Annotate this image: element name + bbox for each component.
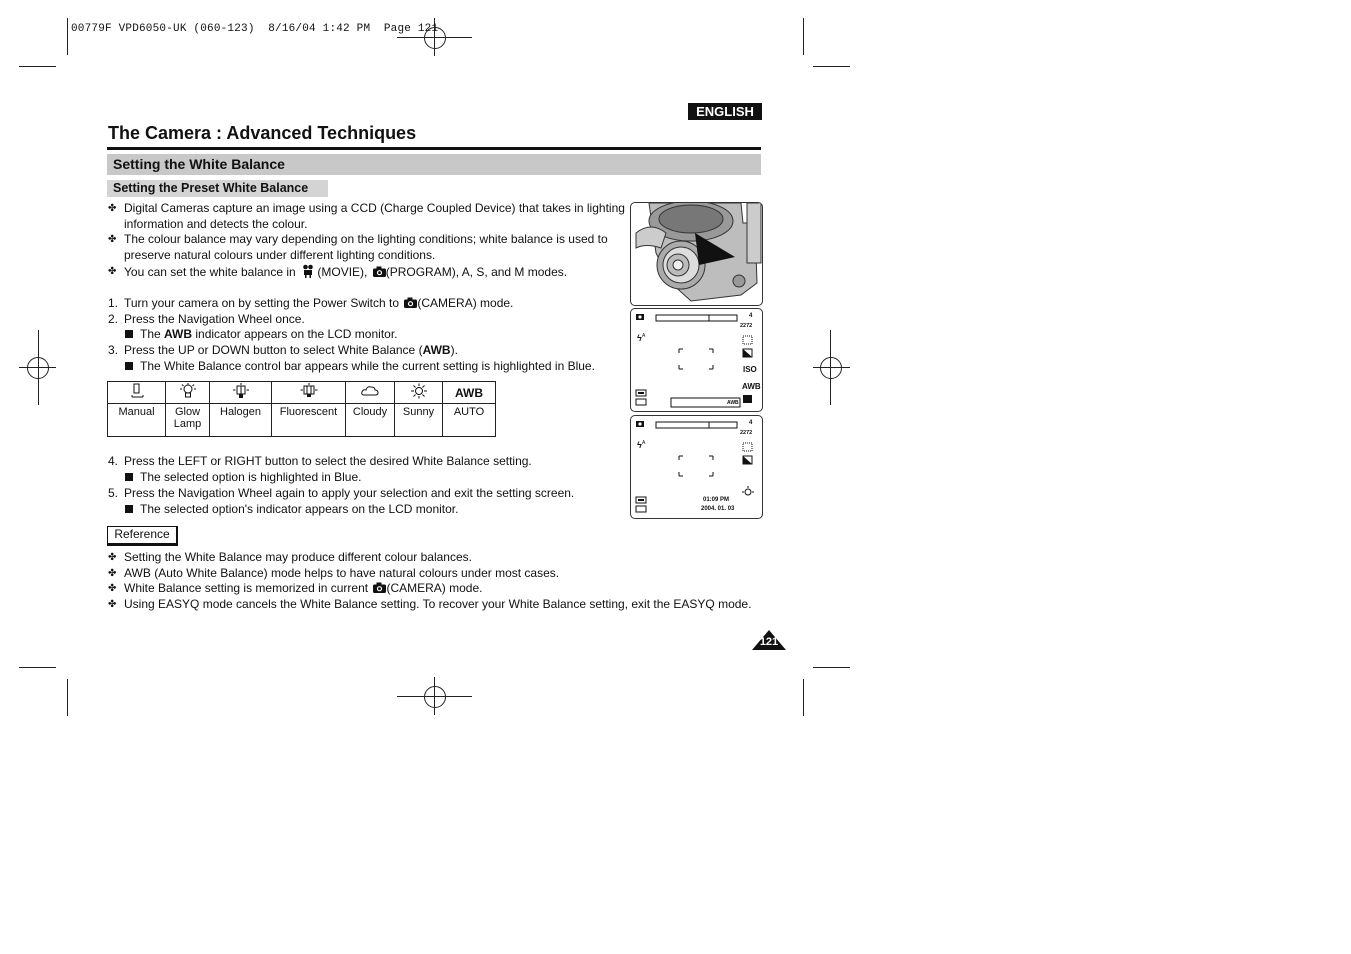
title-rule xyxy=(107,147,761,150)
lcd-screen-wb-bar xyxy=(630,308,763,412)
intro-bullet: The colour balance may vary depending on the lighting conditions; white balance is used to preserve natural colours under different lighting conditions. xyxy=(124,232,608,262)
language-badge: ENGLISH xyxy=(688,103,762,120)
svg-text:A: A xyxy=(642,333,646,339)
camera-icon xyxy=(373,266,386,277)
step-number: 1. xyxy=(108,296,119,310)
square-bullet-icon xyxy=(125,505,133,513)
reference-bullet: White Balance setting is memorized in current (CAMERA) mode. xyxy=(124,581,483,595)
wb-label: Sunny xyxy=(395,404,443,437)
lcd-time: 01:09 PM xyxy=(703,497,730,503)
square-bullet-icon xyxy=(125,473,133,481)
lcd-date: 2004. 01. 03 xyxy=(701,506,735,512)
step-subnote: The AWB indicator appears on the LCD monitor. xyxy=(125,327,398,343)
print-header: 00779F VPD6050-UK (060-123) 8/16/04 1:42 PM Page 121 xyxy=(71,23,439,35)
wb-label: Fluorescent xyxy=(272,404,346,437)
fluorescent-icon xyxy=(272,382,346,404)
svg-text:AWB: AWB xyxy=(742,382,761,391)
camera-icon xyxy=(404,297,417,308)
cross-bullet-icon: ✤ xyxy=(108,599,117,610)
movie-icon xyxy=(302,264,314,278)
crop-mark xyxy=(67,18,68,55)
white-balance-table xyxy=(107,381,496,437)
shot-count: 4 xyxy=(749,313,753,319)
lcd-screen-selected xyxy=(630,415,763,519)
cross-bullet-icon: ✤ xyxy=(108,234,117,245)
cross-bullet-icon: ✤ xyxy=(108,203,117,214)
halogen-icon xyxy=(210,382,272,404)
wb-label: Glow Lamp xyxy=(166,404,210,437)
step-number: 3. xyxy=(108,343,119,357)
cloudy-icon xyxy=(346,382,395,404)
cross-bullet-icon: ✤ xyxy=(108,266,117,277)
step-text: Press the Navigation Wheel again to apply your selection and exit the setting screen. xyxy=(124,486,575,500)
intro-bullet: You can set the white balance in (MOVIE), (PROGRAM), A, S, and M modes. xyxy=(124,265,568,279)
wb-label: AUTO xyxy=(443,404,496,437)
step-subnote: The White Balance control bar appears while the current setting is highlighted in Blue. xyxy=(125,359,595,375)
cross-bullet-icon: ✤ xyxy=(108,583,117,594)
cross-bullet-icon: ✤ xyxy=(108,552,117,563)
svg-text:ϟ: ϟ xyxy=(637,440,642,450)
wb-label: Manual xyxy=(108,404,166,437)
crop-mark xyxy=(19,66,56,67)
glow-lamp-icon xyxy=(166,382,210,404)
resolution: 2272 xyxy=(740,430,753,436)
page-number: 121 xyxy=(752,630,786,655)
svg-text:A: A xyxy=(642,440,646,446)
crop-mark xyxy=(803,18,804,55)
wb-label: Cloudy xyxy=(346,404,395,437)
page-title: The Camera : Advanced Techniques xyxy=(108,123,417,143)
crop-mark xyxy=(813,66,850,67)
reference-bullet: AWB (Auto White Balance) mode helps to have natural colours under most cases. xyxy=(124,566,560,580)
step-number: 5. xyxy=(108,486,119,500)
sunny-icon xyxy=(395,382,443,404)
square-bullet-icon xyxy=(125,330,133,338)
step-number: 2. xyxy=(108,312,119,326)
reference-bullet: Using EASYQ mode cancels the White Balance setting. To recover your White Balance setting, exit the EASYQ mode. xyxy=(124,597,752,611)
crop-mark xyxy=(803,679,804,716)
step-number: 4. xyxy=(108,454,119,468)
square-bullet-icon xyxy=(125,362,133,370)
camera-illustration xyxy=(630,202,763,306)
cross-bullet-icon: ✤ xyxy=(108,568,117,579)
svg-text:ϟ: ϟ xyxy=(637,333,642,343)
subsection-heading: Setting the Preset White Balance xyxy=(107,180,328,197)
reference-label: Reference xyxy=(107,526,178,546)
step-text: Press the UP or DOWN button to select White Balance (AWB). xyxy=(124,343,458,357)
resolution: 2272 xyxy=(740,323,753,329)
manual-wb-icon xyxy=(108,382,166,404)
step-text: Turn your camera on by setting the Power Switch to (CAMERA) mode. xyxy=(124,296,514,310)
awb-icon: AWB xyxy=(443,382,496,404)
crop-mark xyxy=(813,667,850,668)
crop-mark xyxy=(19,667,56,668)
wb-label: Halogen xyxy=(210,404,272,437)
svg-text:ISO: ISO xyxy=(743,365,757,374)
intro-bullet: Digital Cameras capture an image using a CCD (Charge Coupled Device) that takes in lighting information and detects the colour. xyxy=(124,201,625,231)
wb-bar-awb: AWB xyxy=(727,400,739,406)
step-text: Press the LEFT or RIGHT button to select the desired White Balance setting. xyxy=(124,454,532,468)
crop-mark xyxy=(67,679,68,716)
shot-count: 4 xyxy=(749,420,753,426)
step-subnote: The selected option's indicator appears on the LCD monitor. xyxy=(125,502,458,518)
step-text: Press the Navigation Wheel once. xyxy=(124,312,305,326)
step-subnote: The selected option is highlighted in Blue. xyxy=(125,470,361,486)
reference-bullet: Setting the White Balance may produce different colour balances. xyxy=(124,550,472,564)
camera-icon xyxy=(373,582,386,593)
section-heading: Setting the White Balance xyxy=(107,154,761,175)
